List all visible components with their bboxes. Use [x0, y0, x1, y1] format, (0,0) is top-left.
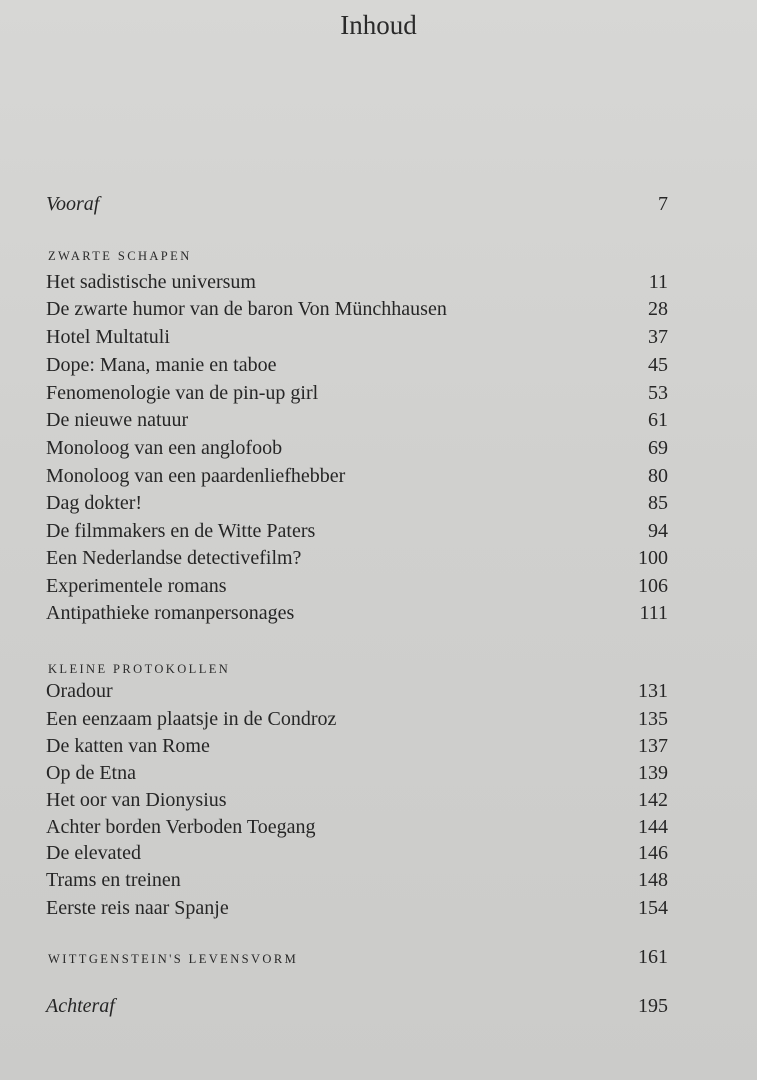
- toc-entry-label: De filmmakers en de Witte Paters: [46, 520, 316, 542]
- toc-entry: [46, 813, 668, 841]
- toc-entry: [46, 295, 668, 323]
- toc-entry-page: 111: [639, 602, 668, 624]
- toc-entry: [46, 544, 668, 572]
- toc-entry: [46, 732, 668, 760]
- toc-entry-label: Trams en treinen: [46, 869, 181, 891]
- toc-entry-page: 148: [638, 869, 668, 891]
- toc-entry-label: Dope: Mana, manie en taboe: [46, 354, 277, 376]
- toc-entry-label: Oradour: [46, 680, 113, 702]
- toc-entry-label: De katten van Rome: [46, 735, 210, 757]
- toc-entry-page: 28: [648, 298, 668, 320]
- toc-entry: [46, 379, 668, 407]
- toc-entry-page: 45: [648, 354, 668, 376]
- toc-entry-label: Het oor van Dionysius: [46, 789, 227, 811]
- toc-entry-label: De elevated: [46, 842, 141, 864]
- toc-entry-page: 80: [648, 465, 668, 487]
- toc-entry-page: 154: [638, 897, 668, 919]
- toc-entry-page: 7: [658, 193, 668, 215]
- toc-entry-page: 11: [648, 271, 668, 293]
- toc-entry: [46, 894, 668, 922]
- toc-entry: [46, 517, 668, 545]
- toc-entry: [46, 677, 668, 705]
- toc-entry-label: Het sadistische universum: [46, 271, 256, 293]
- toc-entry-label: Monoloog van een anglofoob: [46, 437, 283, 459]
- toc-entry-page: 106: [638, 575, 668, 597]
- toc-entry-label: Een Nederlandse detectivefilm?: [46, 547, 302, 569]
- toc-entry-page: 139: [638, 762, 668, 784]
- toc-entry: [46, 705, 668, 733]
- toc-entry: [46, 406, 668, 434]
- toc-entry-page: 146: [638, 842, 668, 864]
- toc-entry: [46, 323, 668, 351]
- toc-entry: [46, 434, 668, 462]
- toc-entry-label: Dag dokter!: [46, 492, 143, 514]
- page-title: Inhoud: [340, 10, 417, 40]
- toc-entry-page: 195: [638, 995, 668, 1017]
- toc-entry-page: 135: [638, 708, 668, 730]
- toc-entry-vooraf: [46, 190, 668, 218]
- toc-entry-page: 161: [638, 946, 668, 968]
- toc-entry-label: Hotel Multatuli: [46, 326, 170, 348]
- toc-entry: [46, 462, 668, 490]
- toc-entry: [46, 839, 668, 867]
- section-heading-wittgenstein: WITTGENSTEIN'S LEVENSVORM: [48, 952, 299, 966]
- toc-entry-page: 142: [638, 789, 668, 811]
- toc-entry-page: 100: [638, 547, 668, 569]
- toc-entry-label: Een eenzaam plaatsje in de Condroz: [46, 708, 337, 730]
- toc-entry-label: De zwarte humor van de baron Von Münchhausen: [46, 298, 447, 320]
- section-heading-kleine-protokollen: KLEINE PROTOKOLLEN: [48, 662, 231, 676]
- section-heading-zwarte-schapen: ZWARTE SCHAPEN: [48, 249, 192, 263]
- toc-entry-page: 37: [648, 326, 668, 348]
- toc-entry: [46, 351, 668, 379]
- toc-entry-label: Monoloog van een paardenliefhebber: [46, 465, 346, 487]
- toc-entry: [46, 866, 668, 894]
- toc-entry-label: Antipathieke romanpersonages: [46, 602, 295, 624]
- toc-entry: [46, 572, 668, 600]
- toc-entry: [46, 599, 668, 627]
- toc-entry: [46, 268, 668, 296]
- toc-entry-label: Achter borden Verboden Toegang: [46, 816, 316, 838]
- toc-entry-label: De nieuwe natuur: [46, 409, 189, 431]
- toc-entry-page: 144: [638, 816, 668, 838]
- toc-entry: [46, 759, 668, 787]
- toc-entry-achteraf: [46, 992, 668, 1020]
- toc-entry-label: Fenomenologie van de pin-up girl: [46, 382, 319, 404]
- toc-entry-page: 85: [648, 492, 668, 514]
- toc-entry-page: 69: [648, 437, 668, 459]
- toc-entry-label: Eerste reis naar Spanje: [46, 897, 229, 919]
- toc-entry-label: Experimentele romans: [46, 575, 227, 597]
- toc-entry-page: 137: [638, 735, 668, 757]
- toc-entry-label: Achteraf: [46, 995, 115, 1017]
- toc-entry-page: 131: [638, 680, 668, 702]
- toc-entry: [46, 786, 668, 814]
- toc-section-wittgenstein: [48, 946, 668, 970]
- toc-entry-label: Op de Etna: [46, 762, 136, 784]
- toc-entry-label: Vooraf: [46, 193, 100, 215]
- toc-entry-page: 53: [648, 382, 668, 404]
- toc-entry: [46, 489, 668, 517]
- toc-entry-page: 61: [648, 409, 668, 431]
- toc-entry-page: 94: [648, 520, 668, 542]
